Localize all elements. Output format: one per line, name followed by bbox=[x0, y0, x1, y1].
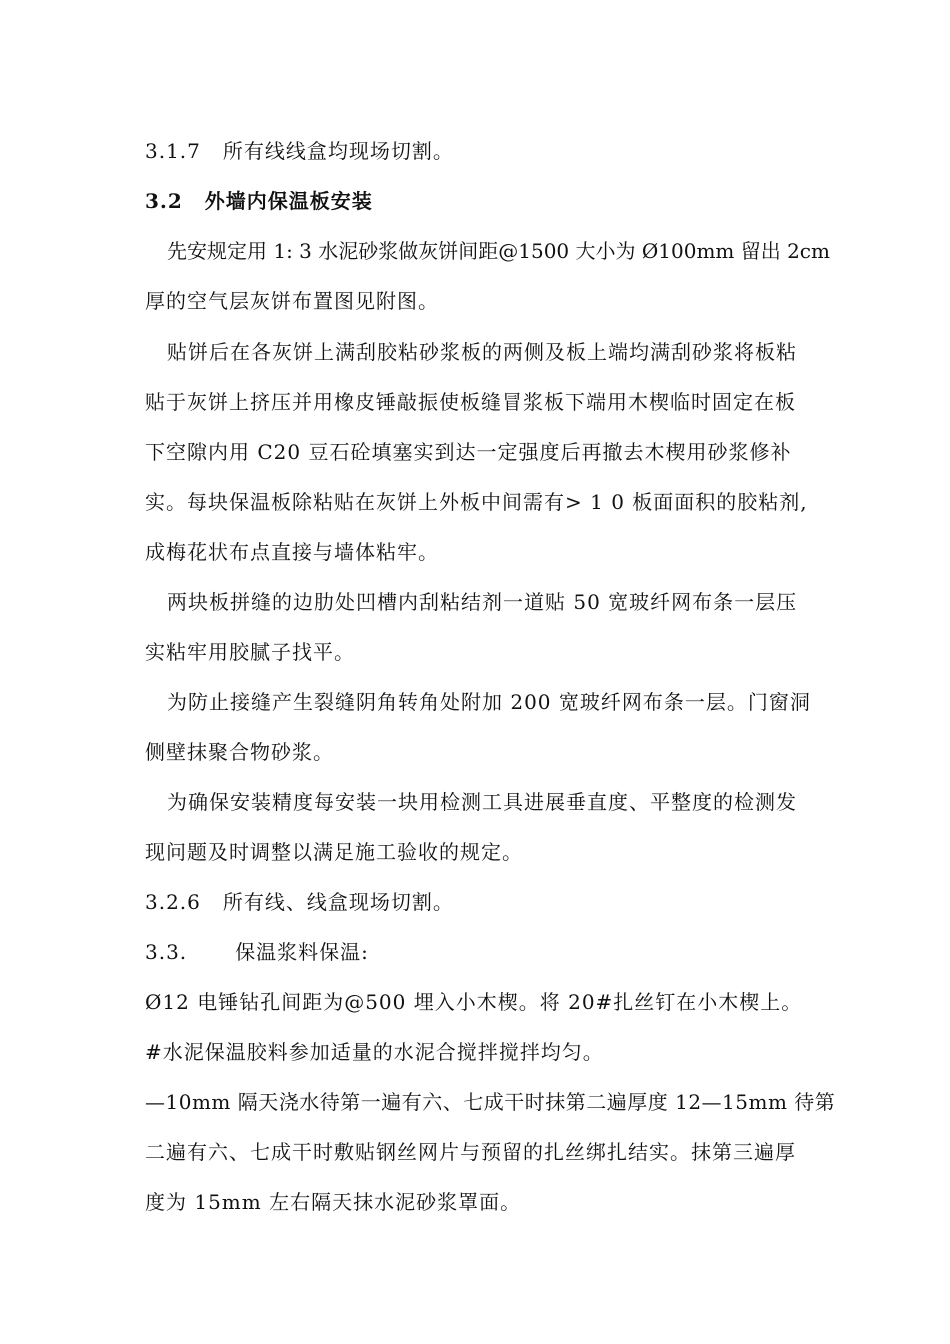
paragraph-line: Ø12 电锤钻孔间距为@500 埋入小木楔。将 20#扎丝钉在小木楔上。 bbox=[145, 990, 803, 1014]
clause-number: 3.3. bbox=[145, 940, 188, 964]
paragraph-line: 实。每块保温板除粘贴在灰饼上外板中间需有> 1 0 板面面积的胶粘剂, bbox=[145, 490, 808, 514]
clause-text: 所有线线盒均现场切割。 bbox=[222, 139, 454, 163]
section-title: 外墙内保温板安装 bbox=[204, 189, 373, 213]
paragraph-line: —10mm 隔天浇水待第一遍有六、七成干时抹第二遍厚度 12—15mm 待第 bbox=[145, 1090, 836, 1114]
paragraph-line: 贴饼后在各灰饼上满刮胶粘砂浆板的两侧及板上端均满刮砂浆将板粘 bbox=[167, 340, 797, 364]
paragraph-line: 两块板拼缝的边肋处凹槽内刮粘结剂一道贴 50 宽玻纤网布条一层压 bbox=[167, 590, 798, 614]
paragraph-line: 实粘牢用胶腻子找平。 bbox=[145, 640, 355, 664]
paragraph-line: 下空隙内用 C20 豆石砼填塞实到达一定强度后再撤去木楔用砂浆修补 bbox=[145, 440, 792, 464]
clause-3-1-7 bbox=[145, 138, 454, 164]
clause-3-2-6 bbox=[145, 889, 454, 915]
clause-3-3 bbox=[145, 939, 369, 965]
paragraph-line: 二遍有六、七成干时敷贴钢丝网片与预留的扎丝绑扎结实。抹第三遍厚 bbox=[145, 1140, 796, 1164]
section-heading-3-2 bbox=[145, 188, 373, 214]
paragraph-line: 侧壁抹聚合物砂浆。 bbox=[145, 740, 334, 764]
paragraph-line: 现问题及时调整以满足施工验收的规定。 bbox=[145, 840, 523, 864]
paragraph-line: 度为 15mm 左右隔天抹水泥砂浆罩面。 bbox=[145, 1190, 522, 1214]
paragraph-line: 为确保安装精度每安装一块用检测工具进展垂直度、平整度的检测发 bbox=[167, 790, 797, 814]
clause-number: 3.2.6 bbox=[145, 890, 201, 914]
paragraph-line: 先安规定用 1: 3 水泥砂浆做灰饼间距@1500 大小为 Ø100mm 留出 2cm bbox=[167, 239, 830, 263]
section-number: 3.2 bbox=[145, 189, 183, 213]
paragraph-line: 贴于灰饼上挤压并用橡皮锤敲振使板缝冒浆板下端用木楔临时固定在板 bbox=[145, 390, 796, 414]
paragraph-line: 厚的空气层灰饼布置图见附图。 bbox=[145, 289, 439, 313]
clause-text: 所有线、线盒现场切割。 bbox=[222, 890, 454, 914]
paragraph-line: 成梅花状布点直接与墙体粘牢。 bbox=[145, 540, 439, 564]
paragraph-line: 为防止接缝产生裂缝阴角转角处附加 200 宽玻纤网布条一层。门窗洞 bbox=[167, 690, 811, 714]
clause-number: 3.1.7 bbox=[145, 139, 201, 163]
paragraph-line: #水泥保温胶料参加适量的水泥合搅拌搅拌均匀。 bbox=[145, 1040, 604, 1064]
clause-text: 保温浆料保温: bbox=[235, 940, 369, 964]
